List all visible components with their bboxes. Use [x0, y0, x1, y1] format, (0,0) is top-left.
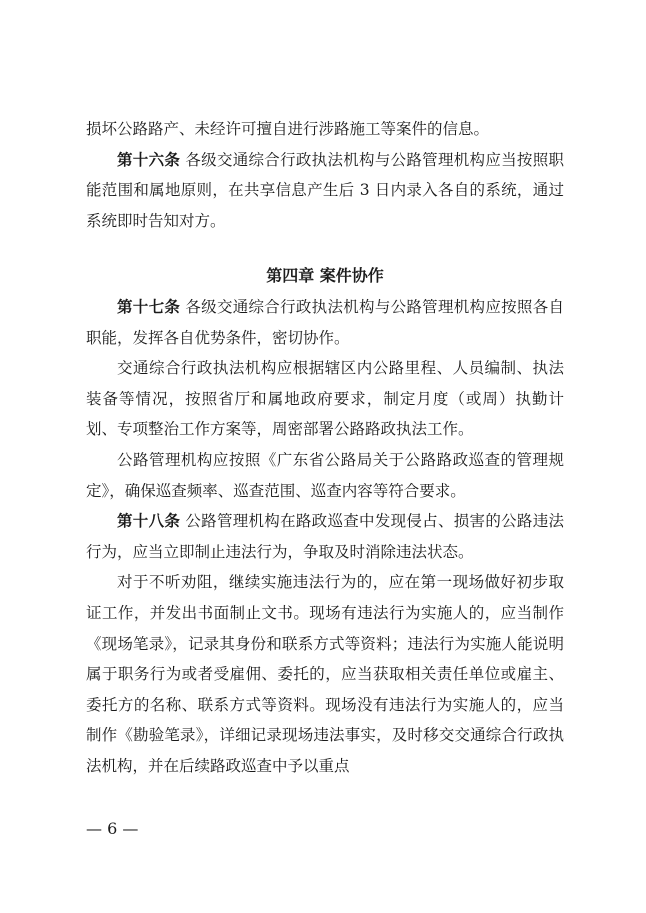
article-17	[86, 292, 564, 353]
paragraph-text: 公路管理机构应按照《广东省公路局关于公路路政巡查的管理规定》，确保巡查频率、巡查范围、巡查内容等符合要求。	[86, 450, 564, 500]
page-number: — 6 —	[86, 819, 139, 838]
paragraph-text: 各级交通综合行政执法机构与公路管理机构应按照各自职能，发挥各自优势条件，密切协作。	[86, 297, 564, 347]
article-18	[86, 506, 564, 567]
paragraph-text: 公路管理机构在路政巡查中发现侵占、损害的公路违法行为，应当立即制止违法行为，争取及时消除违法状态。	[86, 512, 564, 561]
paragraph-text: 对于不听劝阻，继续实施违法行为的，应在第一现场做好初步取证工作，并发出书面制止文书。现场有违法行为实施人的，应当制作《现场笔录》，记录其身份和联系方式等资料；违法行为实施人能说明属于职务行为或者受雇佣、委托的，应当获取相关责任单位或雇主、委托方的名称、联系方式等资料。现场没有违法行为实施人的，应当制作《勘验笔录》，详细记录现场违法事实，及时移交交通综合行政执法机构，并在后续路政巡查中予以重点	[86, 573, 564, 775]
paragraph-enforcement	[86, 353, 564, 445]
paragraph-road-management	[86, 445, 564, 506]
article-number: 第十八条	[117, 511, 181, 531]
article-16	[86, 145, 564, 237]
chapter-title: 第四章 案件协作	[266, 266, 384, 286]
article-number: 第十六条	[117, 149, 181, 169]
article-number: 第十七条	[117, 296, 181, 316]
paragraph-on-site-evidence	[86, 567, 564, 781]
document-body	[86, 114, 564, 781]
paragraph-text: 交通综合行政执法机构应根据辖区内公路里程、人员编制、执法装备等情况，按照省厅和属地政府要求，制定月度（或周）执勤计划、专项整治工作方案等，周密部署公路路政执法工作。	[86, 359, 564, 439]
paragraph-text: 各级交通综合行政执法机构与公路管理机构应当按照职能范围和属地原则，在共享信息产生后 3 日内录入各自的系统，通过系统即时告知对方。	[86, 150, 564, 230]
paragraph-continued	[86, 114, 564, 145]
paragraph-text: 损坏公路路产、未经许可擅自进行涉路施工等案件的信息。	[86, 120, 490, 138]
